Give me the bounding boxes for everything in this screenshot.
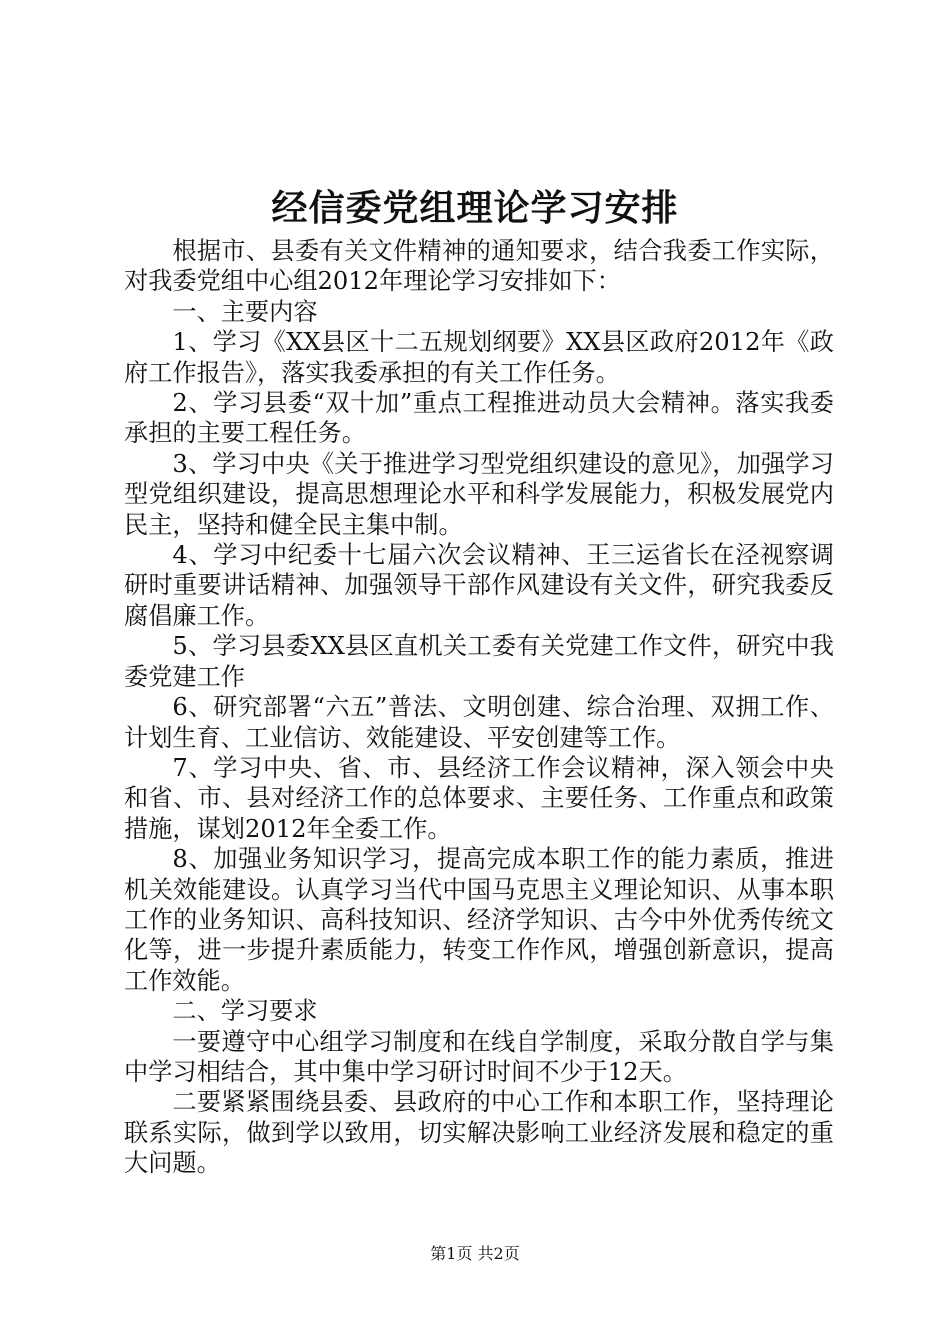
paragraph-item-5: 5、学习县委XX县区直机关工委有关党建工作文件，研究中我委党建工作 [124, 632, 834, 691]
paragraph-item-3: 3、学习中央《关于推进学习型党组织建设的意见》，加强学习型党组织建设，提高思想理论水平和科学发展能力，积极发展党内民主，坚持和健全民主集中制。 [124, 449, 834, 539]
paragraph-intro: 根据市、县委有关文件精神的通知要求，结合我委工作实际，对我委党组中心组2012年理论学习安排如下： [124, 237, 834, 296]
document-title: 经信委党组理论学习安排 [271, 187, 679, 229]
paragraph-item-7: 7、学习中央、省、市、县经济工作会议精神，深入领会中央和省、市、县对经济工作的总体要求、主要任务、工作重点和政策措施，谋划2012年全委工作。 [124, 753, 834, 843]
paragraph-item-1: 1、学习《XX县区十二五规划纲要》XX县区政府2012年《政府工作报告》，落实我委承担的有关工作任务。 [124, 328, 834, 387]
section-heading-requirements: 二、学习要求 [172, 997, 318, 1026]
document-body [124, 236, 834, 1179]
page-number-footer: 第1页 共2页 [430, 1244, 520, 1263]
paragraph-requirement-2: 二要紧紧围绕县委、县政府的中心工作和本职工作，坚持理论联系实际，做到学以致用，切实解决影响工业经济发展和稳定的重大问题。 [124, 1088, 834, 1178]
paragraph-item-2: 2、学习县委“双十加”重点工程推进动员大会精神。落实我委承担的主要工程任务。 [124, 389, 834, 448]
paragraph-item-8: 8、加强业务知识学习，提高完成本职工作的能力素质，推进机关效能建设。认真学习当代中国马克思主义理论知识、从事本职工作的业务知识、高科技知识、经济学知识、古今中外优秀传统文化等，进一步提升素质能力，转变工作作风，增强创新意识，提高工作效能。 [124, 845, 834, 995]
paragraph-requirement-1: 一要遵守中心组学习制度和在线自学制度，采取分散自学与集中学习相结合，其中集中学习研讨时间不少于12天。 [124, 1027, 834, 1086]
section-heading-main-content: 一、主要内容 [172, 297, 318, 326]
paragraph-item-6: 6、研究部署“六五”普法、文明创建、综合治理、双拥工作、计划生育、工业信访、效能建设、平安创建等工作。 [124, 693, 834, 752]
paragraph-item-4: 4、学习中纪委十七届六次会议精神、王三运省长在泾视察调研时重要讲话精神、加强领导干部作风建设有关文件，研究我委反腐倡廉工作。 [124, 541, 834, 630]
